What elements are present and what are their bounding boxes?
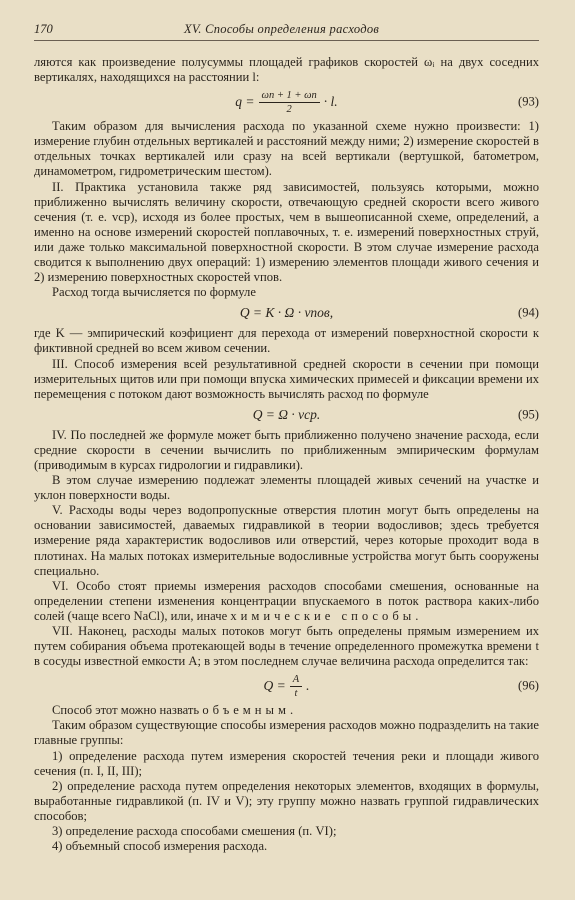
fraction <box>290 674 302 699</box>
equation-number: (94) <box>518 305 539 320</box>
formula-93 <box>34 85 539 119</box>
paragraph: V. Расходы воды через водопропускные отверстия плотин могут быть определены на основании зависимостей, даваемых гидравликой в теории водосливов; здесь требуется измерение ряда характеристик водосливов или отверстий, через которые проходит вода в плотинах. На малых потоках измерительные водосливные устройства могут быть сооружены специально. <box>34 503 539 578</box>
list-item: 3) определение расхода способами смешения (п. VI); <box>52 824 337 839</box>
paragraph-text: Способ этот можно назвать <box>52 703 200 718</box>
paragraph: III. Способ измерения всей результативной средней скорости в сечении при помощи измерительных щитов или при помощи впуска химических примесей и фиксации времени их перемещения с потоком дают возможность вычислять расход по формуле <box>34 356 539 401</box>
paragraph: II. Практика установила также ряд зависимостей, пользуясь которыми, можно приближенно вычислять величину скорости, отвечающую средней скорости всего живого сечения (т. е. vср), исходя из более простых, чем в вышеописанной схеме, определений, а именно на основе измерений скоростей поплавочных, т. е. измерений поверхностных струй, или даже только максимальной поверхностной скорости. В этом случае измерение расхода сводится к выполнению двух операций: 1) измерению элементов площади живого сечения и 2) измерению поверхностных скоростей vпов. <box>34 179 539 285</box>
formula-lhs: q = <box>235 94 255 110</box>
equation-number: (96) <box>518 678 539 693</box>
fraction-numerator: A <box>290 674 302 687</box>
spaced-emphasis: объемным. <box>202 703 298 718</box>
paragraph <box>34 579 539 624</box>
formula-text: Q = K · Ω · vпов, <box>239 305 334 321</box>
formula-text: Q = Ω · vср. <box>252 406 321 422</box>
fraction-numerator: ωn + 1 + ωn <box>259 90 320 103</box>
spaced-emphasis: химические способы. <box>230 608 423 623</box>
running-header <box>34 22 539 41</box>
paragraph: IV. По последней же формуле может быть приближенно получено значение расхода, если средние скорости в сечении вычислить по приближенным эмпирическим формулам (приводимым в курсах гидрологии и гидравлики). <box>34 427 539 472</box>
page-number: 170 <box>34 22 53 36</box>
formula-lhs: Q = <box>263 678 286 694</box>
fraction-denominator: 2 <box>286 103 292 115</box>
equation-number: (95) <box>518 407 539 422</box>
list-item: 1) определение расхода путем измерения скоростей течения реки и площади живого сечения (п. I, II, III); <box>34 748 539 778</box>
paragraph: Таким образом для вычисления расхода по указанной схеме нужно произвести: 1) измерение глубин отдельных вертикалей и расстояний между ними; 2) измерение скоростей в отдельных точках вертикалей или сразу на всей вертикали (вертушкой, батометром, динамометром, гидрометрическим шестом). <box>34 119 539 179</box>
paragraph-text: VI. Особо стоят приемы измерения расходов способами смешения, основанные на определении степени изменения концентрации впускаемого в поток раствора каких-либо солей (чаще всего NaCl), или, иначе <box>34 578 539 623</box>
formula-95 <box>34 402 539 428</box>
fraction <box>259 90 320 115</box>
list-item: 4) объемный способ измерения расхода. <box>52 839 268 854</box>
formula-rhs: . <box>306 678 310 694</box>
paragraph: ляются как произведение полусуммы площадей графиков скоростей ωᵢ на двух соседних вертикалях, находящихся на расстоянии l: <box>34 55 539 85</box>
formula-96 <box>34 669 539 703</box>
paragraph: В этом случае измерению подлежат элементы площадей живых сечений на участке и уклон поверхности воды. <box>34 473 539 503</box>
paragraph: Расход тогда вычисляется по формуле <box>52 285 256 300</box>
paragraph: где K — эмпирический коэфициент для перехода от измерений поверхностной скорости к фиктивной средней во всем живом сечении. <box>34 326 539 356</box>
paragraph: VII. Наконец, расходы малых потоков могут быть определены прямым измерением их путем собирания объема протекающей воды в течение определенного промежутка времени t в сосуды известной емкости A; в этом последнем случае величина расхода определится так: <box>34 624 539 669</box>
paragraph: Таким образом существующие способы измерения расходов можно подразделить на такие главные группы: <box>34 718 539 748</box>
formula-rhs: · l. <box>323 94 338 110</box>
paragraph <box>34 703 539 718</box>
list-item: 2) определение расхода путем определения некоторых элементов, входящих в формулы, выработанные гидравликой (п. IV и V); эту группу можно назвать группой гидравлических способов; <box>34 778 539 823</box>
formula-94 <box>34 300 539 326</box>
running-title: XV. Способы определения расходов <box>184 22 380 36</box>
equation-number: (93) <box>518 94 539 109</box>
fraction-denominator: t <box>294 687 298 699</box>
